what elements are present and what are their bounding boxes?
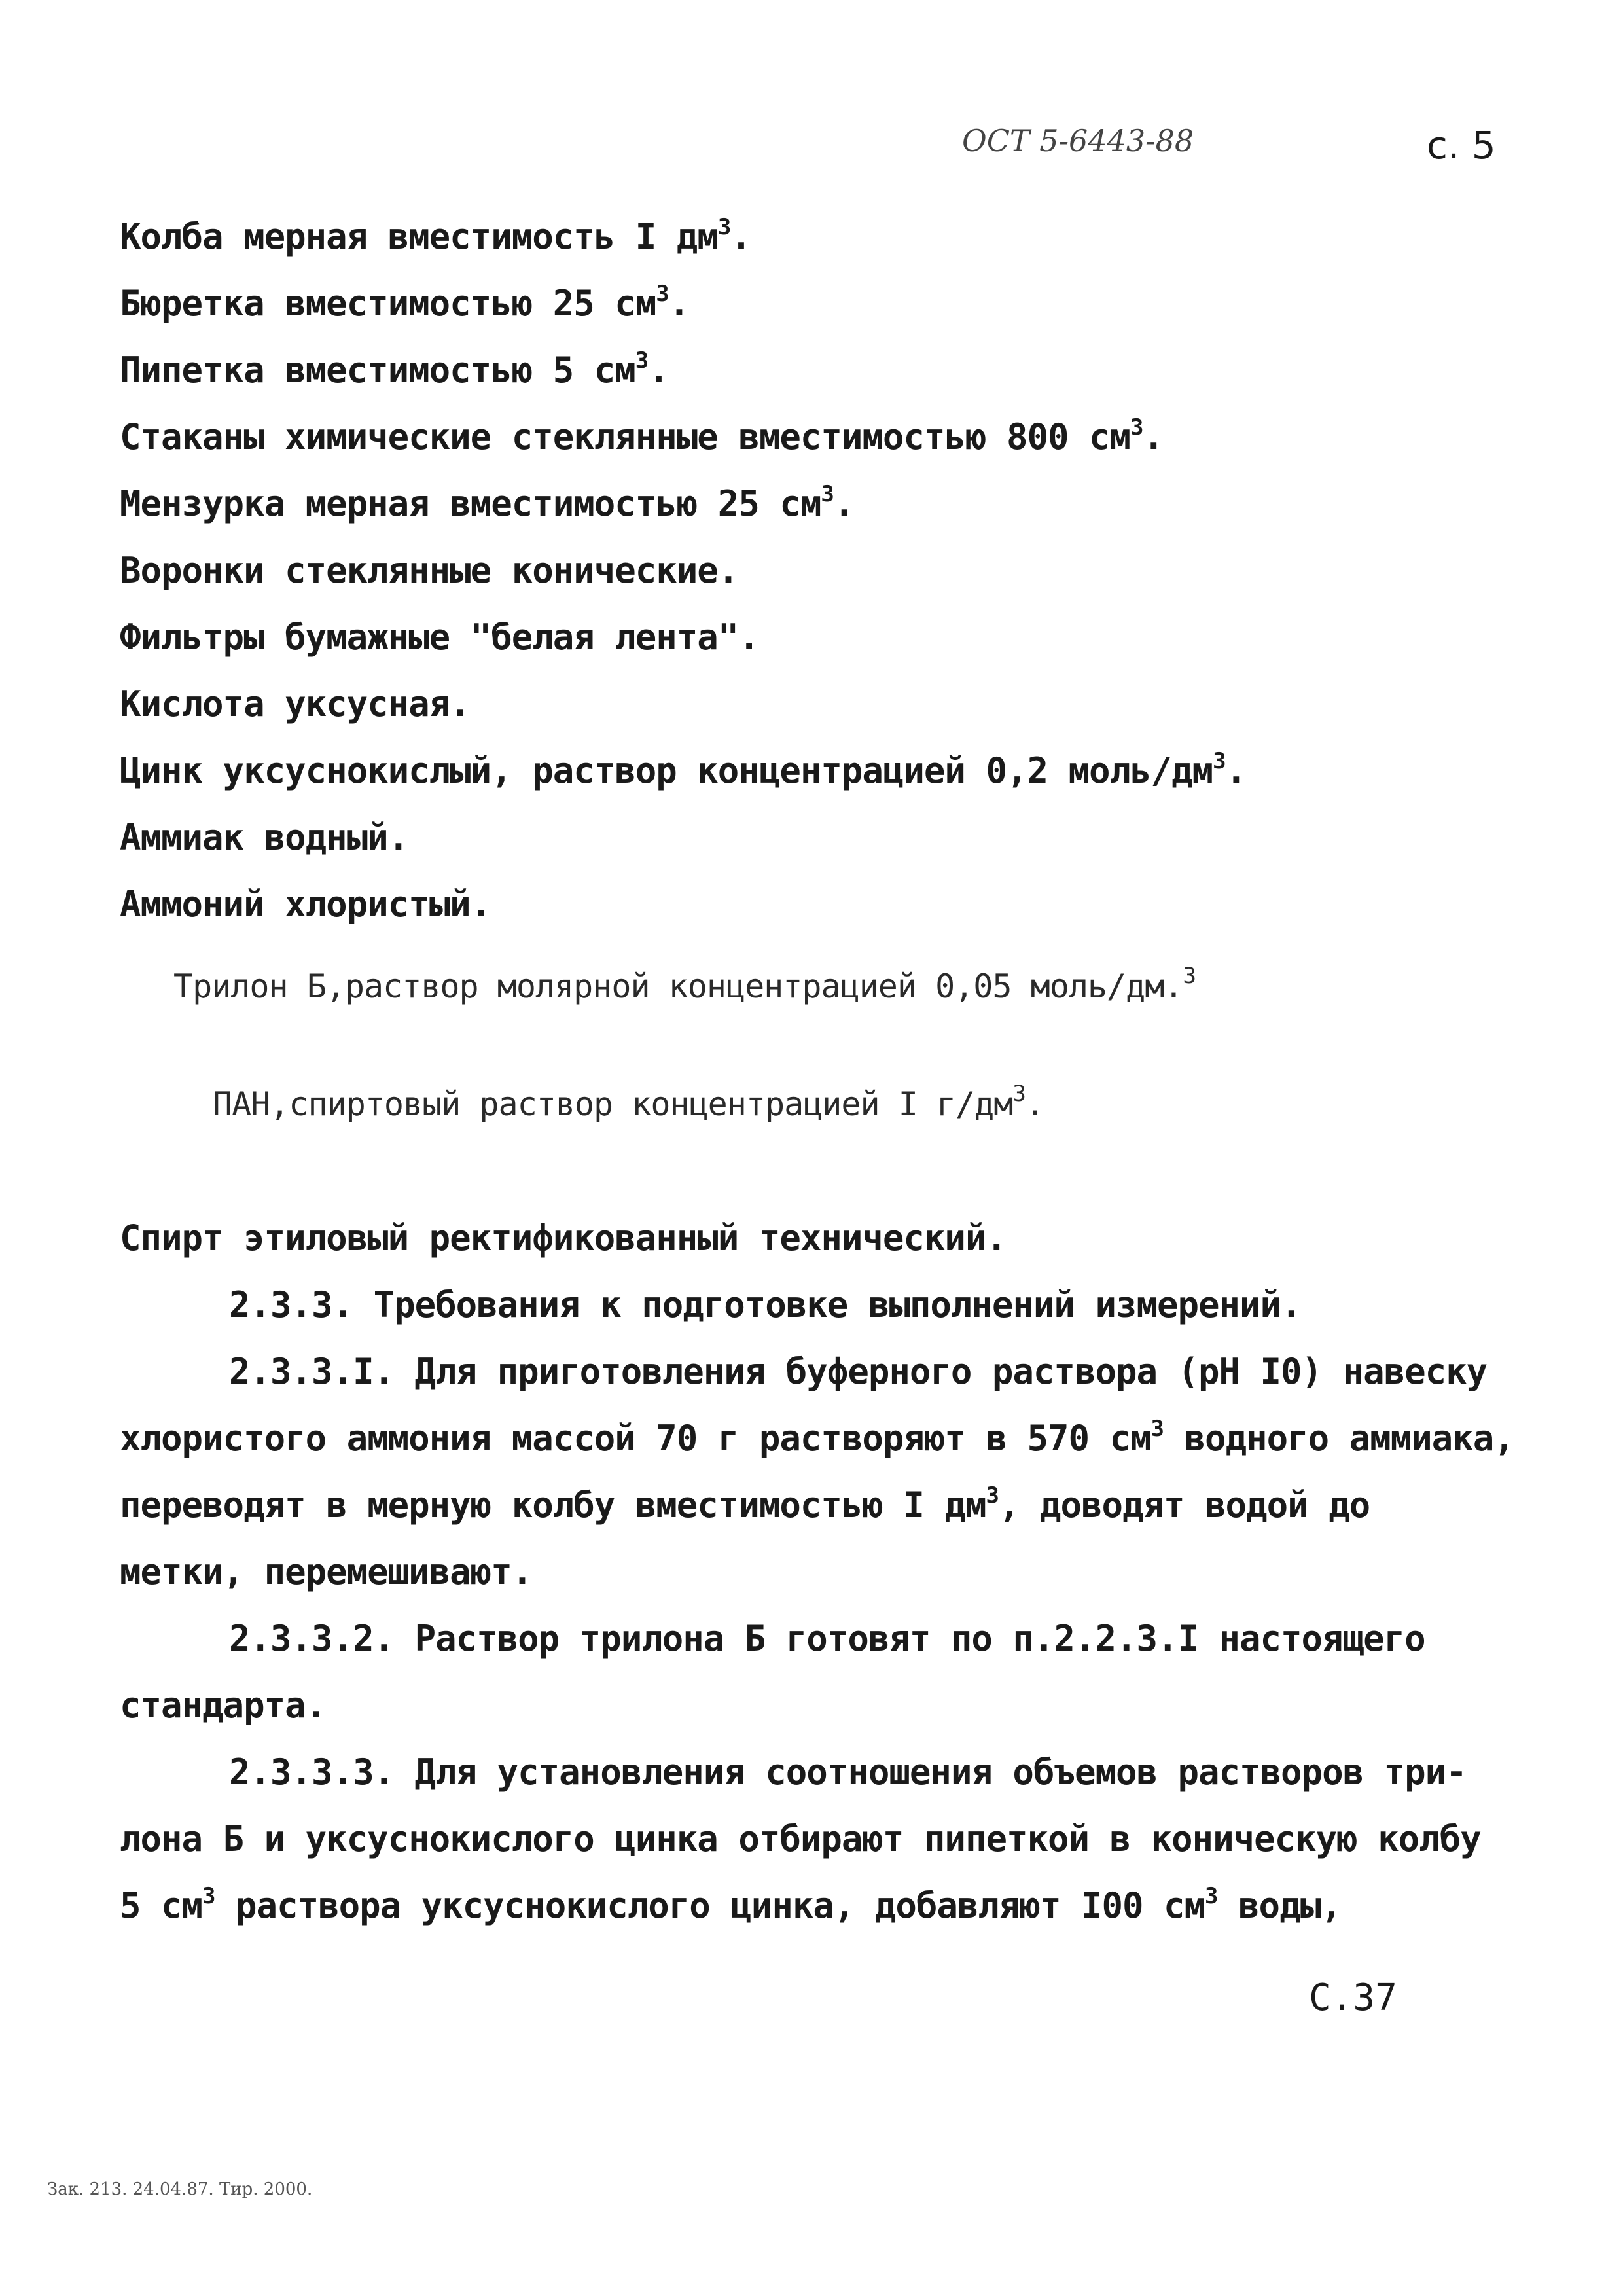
- print-imprint: Зак. 213. 24.04.87. Тир. 2000.: [47, 2179, 313, 2199]
- text-line: Пипетка вместимостью 5 $см^3$.: [120, 348, 669, 391]
- text-line: Спирт этиловый ректификованный технический.: [120, 1217, 1007, 1259]
- text-line: Колба мерная вместимость I $дм^3$.: [120, 214, 751, 257]
- text-line: Воронки стеклянные конические.: [120, 550, 739, 591]
- text-line: метки, перемешивают.: [120, 1551, 533, 1592]
- text-line: Мензурка мерная вместимостью 25 $см^3$.: [120, 481, 855, 524]
- text-line: хлористого аммония массой 70 г растворяют в 570 $см^3$ водного аммиака,: [120, 1416, 1514, 1459]
- text-line: Трилон Б,раствор молярной концентрацией 0,05 моль/дм.$^3$: [173, 963, 1196, 1005]
- section-heading: 2.3.3. Требования к подготовке выполнений измерений.: [229, 1284, 1302, 1325]
- text-line: стандарта.: [120, 1685, 327, 1726]
- text-line: Кислота уксусная.: [120, 683, 471, 725]
- text-line: переводят в мерную колбу вместимостью I $дм^3$, доводят водой до: [120, 1482, 1370, 1526]
- text-line: 2.3.3.I. Для приготовления буферного раствора (рН I0) навеску: [229, 1351, 1488, 1392]
- text-line: Бюретка вместимостью 25 $см^3$.: [120, 281, 690, 324]
- text-line: Аммоний хлористый.: [120, 884, 491, 925]
- text-line: 2.3.3.2. Раствор трилона Б готовят по п.2.2.3.I настоящего: [229, 1618, 1425, 1659]
- text-line: Аммиак водный.: [120, 817, 409, 858]
- text-line: 2.3.3.3. Для установления соотношения объемов растворов три-: [229, 1751, 1467, 1793]
- text-line: Стаканы химические стеклянные вместимостью 800 $см^3$.: [120, 414, 1164, 457]
- text-line: 5 $см^3$ раствора уксуснокислого цинка, добавляют I00 $см^3$ воды,: [120, 1883, 1342, 1926]
- footer-page-code: С.37: [1309, 1977, 1397, 2019]
- page-number: с. 5: [1427, 123, 1496, 168]
- text-line: Цинк уксуснокислый, раствор концентрацией 0,2 моль/$дм^3$.: [120, 748, 1247, 791]
- text-line: Фильтры бумажные "белая лента".: [120, 617, 759, 658]
- text-line: ПАН,спиртовый раствор концентрацией I $г/дм^3$.: [213, 1081, 1044, 1123]
- standard-code: ОСТ 5-6443-88: [962, 123, 1194, 158]
- text-line: лона Б и уксуснокислого цинка отбирают пипеткой в коническую колбу: [120, 1818, 1481, 1859]
